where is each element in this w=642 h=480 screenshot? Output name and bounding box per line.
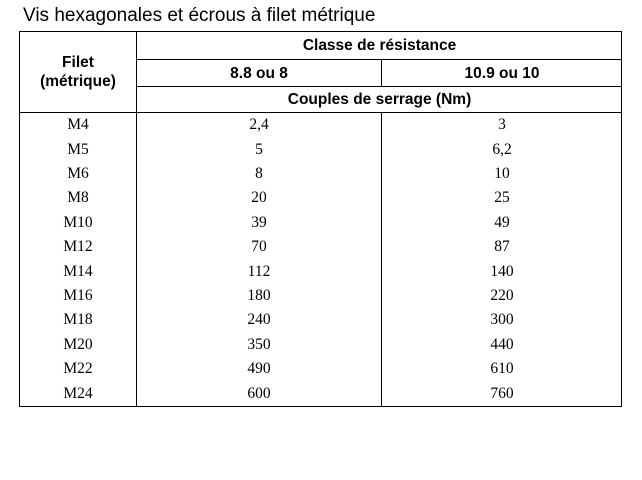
torque-109-cell: 25 — [494, 189, 510, 207]
torque-88-cell: 240 — [247, 311, 271, 329]
torque-88-cell: 2,4 — [249, 116, 269, 134]
filet-cell: M20 — [63, 335, 93, 353]
torque-109-cell: 140 — [490, 262, 514, 280]
torque-88-cell: 8 — [255, 164, 263, 182]
class-109-header: 10.9 ou 10 — [464, 64, 540, 82]
torque-table — [19, 31, 622, 407]
filet-cell: M6 — [67, 164, 89, 182]
torque-109-cell: 610 — [490, 360, 514, 378]
filet-cell: M12 — [63, 238, 93, 256]
torque-109-cell: 10 — [494, 164, 510, 182]
filet-cell: M16 — [63, 286, 93, 304]
torque-88-cell: 70 — [251, 238, 267, 256]
torque-88-cell: 5 — [255, 140, 263, 158]
column-divider — [381, 60, 382, 86]
filet-cell: M5 — [67, 140, 89, 158]
filet-cell: M10 — [63, 213, 93, 231]
torque-88-cell: 490 — [247, 360, 271, 378]
filet-cell: M8 — [67, 189, 89, 207]
filet-header: Filet (métrique) — [40, 54, 116, 90]
torque-109-cell: 6,2 — [492, 140, 512, 158]
torque-88-cell: 20 — [251, 189, 267, 207]
torque-88-cell: 180 — [247, 286, 271, 304]
torque-109-cell: 300 — [490, 311, 514, 329]
classe-header: Classe de résistance — [302, 37, 457, 54]
class-88-header: 8.8 ou 8 — [230, 64, 288, 82]
couples-header: Couples de serrage (Nm) — [287, 90, 472, 108]
torque-109-cell: 87 — [494, 238, 510, 256]
torque-109-cell: 49 — [494, 213, 510, 231]
torque-109-cell: 220 — [490, 286, 514, 304]
header-divider — [136, 86, 622, 87]
filet-cell: M14 — [63, 262, 93, 280]
filet-cell: M22 — [63, 360, 93, 378]
filet-cell: M24 — [63, 384, 93, 402]
page-title: Vis hexagonales et écrous à filet métrique — [23, 5, 376, 26]
filet-cell: M4 — [67, 116, 89, 134]
torque-88-cell: 350 — [247, 335, 271, 353]
torque-109-cell: 760 — [490, 384, 514, 402]
torque-109-cell: 440 — [490, 335, 514, 353]
torque-109-cell: 3 — [498, 116, 506, 134]
torque-88-cell: 112 — [247, 262, 271, 280]
torque-88-cell: 600 — [247, 384, 271, 402]
filet-cell: M18 — [63, 311, 93, 329]
header-divider — [136, 59, 622, 60]
torque-88-cell: 39 — [251, 213, 267, 231]
